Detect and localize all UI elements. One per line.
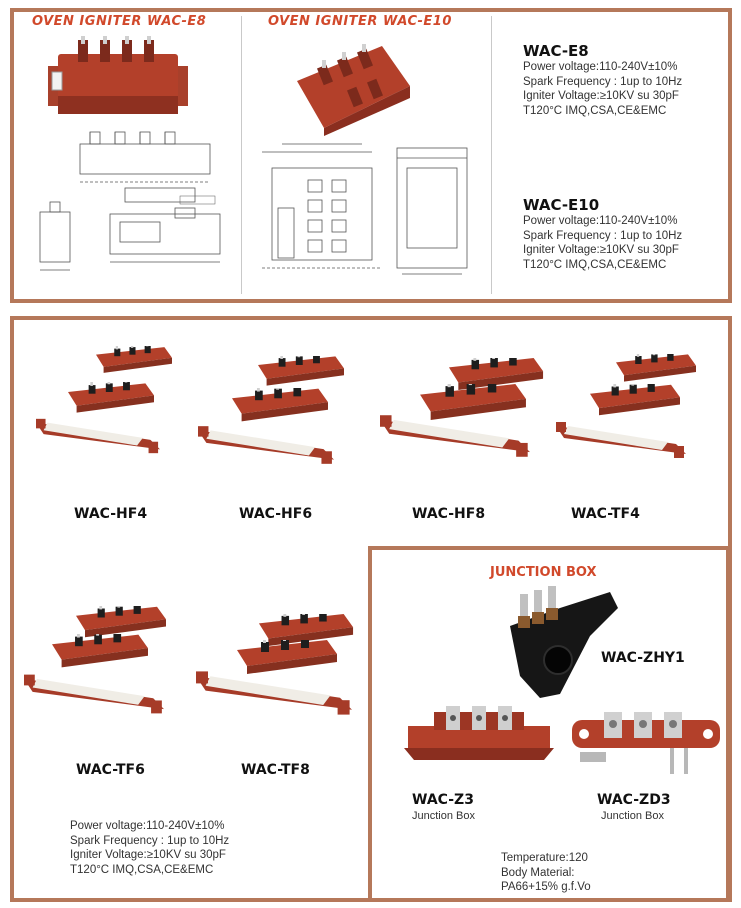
wac-e8-drawing [30,128,230,288]
spec-line: Spark Frequency : 1up to 10Hz [523,75,683,88]
spec-line: Igniter Voltage:≥10KV su 30pF [523,244,679,256]
product-label-tf6: WAC-TF6 [76,762,145,778]
spec-line: Power voltage:110-240V±10% [523,61,678,73]
wac-hf6-image [196,354,346,484]
spec-line: Power voltage:110-240V±10% [70,820,225,832]
spec-line: PA66+15% g.f.Vo [501,881,591,893]
wac-hf8-image [378,354,548,484]
spec-line: Spark Frequency : 1up to 10Hz [70,834,230,847]
spec-line: Igniter Voltage:≥10KV su 30pF [523,90,679,102]
spec-lines-e10 [523,214,682,272]
spec-model-e10: WAC-E10 [523,196,600,214]
spec-line: T120°C IMQ,CSA,CE&EMC [523,104,667,117]
wac-e10-photo [292,36,412,136]
oven-igniter-e8-heading: OVEN IGNITER WAC-E8 [32,14,207,29]
wac-zd3-image [570,700,726,776]
spec-model-e8: WAC-E8 [523,42,589,60]
product-label-hf4: WAC-HF4 [74,506,148,522]
junction-box-heading: JUNCTION BOX [490,565,597,580]
product-label-hf8: WAC-HF8 [412,506,486,522]
product-label-tf4: WAC-TF4 [571,506,640,522]
wac-tf4-image [554,354,704,484]
divider-2 [491,16,492,294]
spec-line: Body Material: [501,866,575,879]
wac-tf8-image [196,612,366,742]
wac-e10-drawing [252,138,482,288]
junction-sub-zd3: Junction Box [601,810,664,822]
wac-hf4-image [34,344,174,474]
divider-1 [241,16,242,294]
wac-tf6-image [24,604,174,734]
spec-line: Spark Frequency : 1up to 10Hz [523,229,683,242]
spec-line: Igniter Voltage:≥10KV su 30pF [70,849,226,861]
oven-igniter-e10-heading: OVEN IGNITER WAC-E10 [268,14,452,29]
spec-line: T120°C IMQ,CSA,CE&EMC [70,863,214,876]
junction-label-zd3: WAC-ZD3 [597,792,671,808]
wac-e8-photo [48,36,188,126]
spec-line: Power voltage:110-240V±10% [523,215,678,227]
junction-spec-block [501,851,591,895]
junction-label-z3: WAC-Z3 [412,792,474,808]
spec-lines-e8 [523,60,682,118]
wac-zhy1-image [500,586,620,702]
product-label-tf8: WAC-TF8 [241,762,310,778]
spec-line: T120°C IMQ,CSA,CE&EMC [523,258,667,271]
product-label-hf6: WAC-HF6 [239,506,313,522]
junction-label-zhy1: WAC-ZHY1 [601,650,685,666]
bottom-spec-block [70,819,229,877]
spec-line: Temperature:120 [501,852,588,864]
junction-sub-z3: Junction Box [412,810,475,822]
wac-z3-image [404,702,554,768]
